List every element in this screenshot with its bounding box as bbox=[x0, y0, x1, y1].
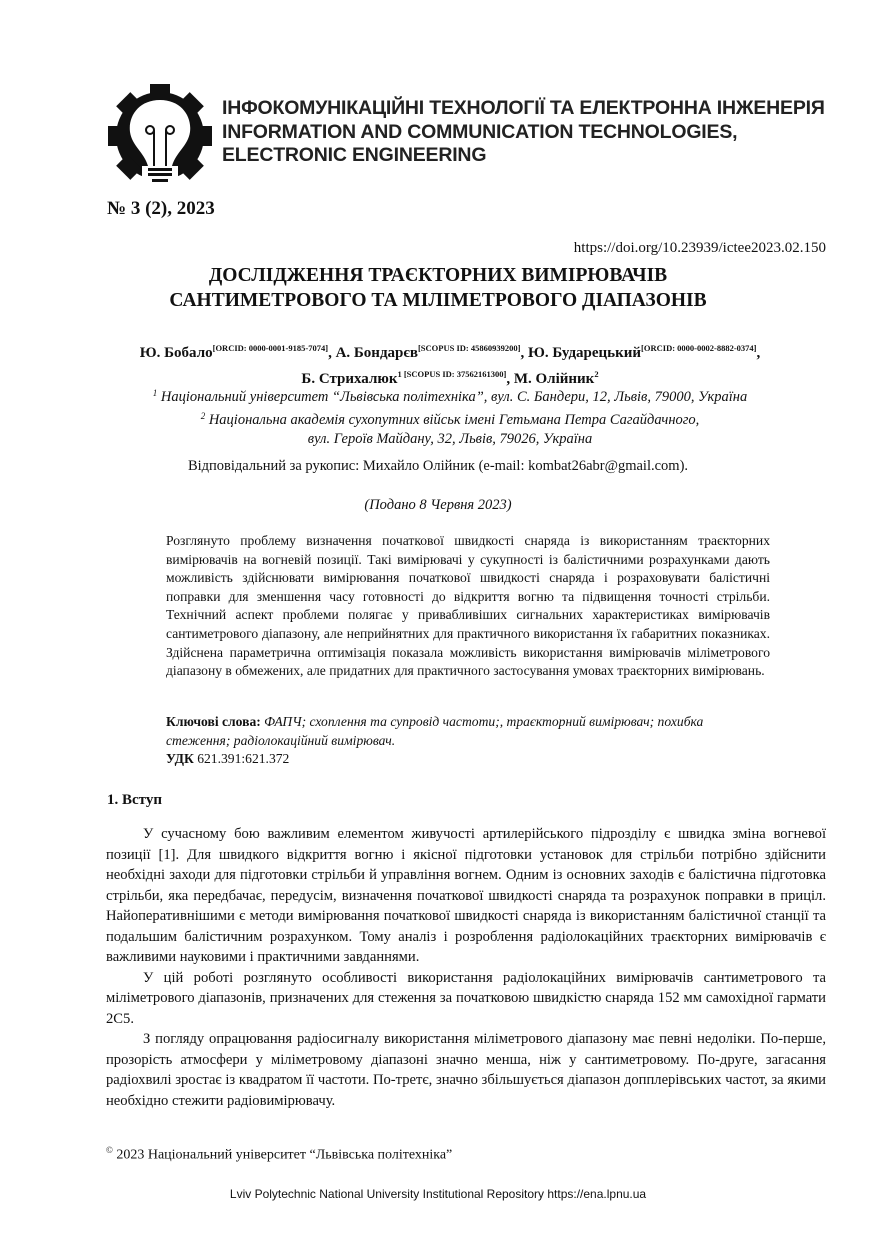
keywords-label: Ключові слова: bbox=[166, 714, 261, 729]
udc-label: УДК bbox=[166, 751, 194, 767]
affiliation: $^1$ Національний університет “Львівська політехніка”, вул. С. Бандери, 12, Львів, 79000, Україна bbox=[152, 388, 748, 405]
paragraph: З погляду опрацювання радіосигналу використання міліметрового діапазону має певні недоліки. По-перше, прозорість атмосфери у міліметровому діапазоні значно менша, ніж у сантиметровому. По-друге, загасання радіохвилі зростає із квадратом її частоти. По-третє, значно збільшується діапазон допплерівських частот, за якими необхідно стежити радіовимірювачу. bbox=[106, 1031, 826, 1109]
affiliation: вул. Героїв Майдану, 32, Львів, 79026, Україна bbox=[307, 431, 593, 447]
author: М. Олійник$^2$ bbox=[513, 369, 599, 387]
author-id: 1 [SCOPUS ID: 37562161300] bbox=[397, 369, 507, 379]
section-heading: 1. Вступ bbox=[107, 792, 162, 808]
corresponding-author: Відповідальний за рукопис: Михайло Олійник (e-mail: kombat26abr@gmail.com). bbox=[187, 458, 689, 474]
repository-footer: Lviv Polytechnic National University Institutional Repository https://ena.lpnu.ua bbox=[229, 1187, 647, 1201]
author: Ю. Бобало[ORCID: 0000-0001-9185-7074], bbox=[139, 343, 336, 361]
author-id: [ORCID: 0000-0002-8882-0374] bbox=[641, 343, 757, 353]
keywords: ФАПЧ; схоплення та супровід частоти;, траєкторний вимірювач; похибка стеження; радіолокаційний вимірювач. bbox=[166, 714, 704, 748]
paragraph: У цій роботі розглянуто особливості використання радіолокаційних вимірювачів сантиметрового та міліметрового діапазонів, призначених для стеження за початковою швидкістю снаряда 152 мм самохідної гармати 2С5. bbox=[106, 969, 826, 1027]
issue-number: № 3 (2), 2023 bbox=[107, 198, 215, 219]
author-id: [ORCID: 0000-0001-9185-7074] bbox=[212, 343, 329, 353]
author: А. Бондарєв[SCOPUS ID: 45860939200], bbox=[335, 343, 528, 361]
abstract: Розглянуто проблему визначення початкової швидкості снаряда із використанням траєкторних вимірювачів на вогневій позиції. Такі вимірювачі у сукупності із балістичними розрахунками дають можливість здійснювати вимірювання початкової швидкості снаряда і розраховувати балістичні поправки для зменшення часу готовності до відкриття вогню та підвищення точності стрільби. Технічний аспект проблеми полягає у привабливіших сигнальних характеристиках вимірювачів сантиметрового діапазону, але неприйнятних для практичного використання їх габаритних показниках. Здійснена параметрична оптимізація показала можливість використання вимірювачів міліметрового діапазону в обмежених, але придатних для практичного застосування умовах траєкторних вимірювань. bbox=[166, 533, 770, 679]
title-line: ДОСЛІДЖЕННЯ ТРАЄКТОРНИХ ВИМІРЮВАЧІВ bbox=[208, 265, 668, 286]
journal-title-en-2: ELECTRONIC ENGINEERING bbox=[222, 144, 487, 166]
paragraph: У сучасному бою важливим елементом живучості артилерійського підрозділу є швидка зміна вогневої позиції [1]. Для швидкого відкриття вогню і якісної підготовки установок для стрільби потрібно здійснити необхідні заходи для підготовки стрільби й управління вогнем. Одним із основних заходів є балістична підготовка стрільби, яка передбачає, передусім, визначення початкової швидкості снаряда та розрахунок поправки в приціл. Найоперативнішими є методи вимірювання початкової швидкості снаряда із використанням балістичної станції та подальшим балістичним розрахунком. Тому аналіз і розроблення радіолокаційних траєкторних вимірювачів є важливими науковими і практичними завданнями. bbox=[106, 826, 826, 965]
journal-logo-gear-bulb-icon bbox=[104, 82, 216, 190]
author: Б. Стрихалюк$^{1 [SCOPUS ID: 37562161300]}$, bbox=[301, 369, 514, 387]
journal-name bbox=[222, 97, 825, 168]
journal-title-en-1: INFORMATION AND COMMUNICATION TECHNOLOGIES, bbox=[222, 120, 738, 143]
affiliation: $^2$ Національна академія сухопутних військ імені Гетьмана Петра Сагайдачного, bbox=[200, 411, 700, 428]
journal-title-ua: ІНФОКОМУНІКАЦІЙНІ ТЕХНОЛОГІЇ ТА ЕЛЕКТРОННА ІНЖЕНЕРІЯ bbox=[222, 97, 825, 119]
author: Ю. Бударецький[ORCID: 0000-0002-8882-0374], bbox=[527, 343, 761, 361]
copyright: © 2023 Національний університет “Львівська політехніка” bbox=[106, 1145, 453, 1163]
affiliations bbox=[80, 384, 820, 449]
author-list bbox=[80, 338, 820, 390]
keywords-block bbox=[166, 713, 770, 769]
author-id: [SCOPUS ID: 45860939200] bbox=[417, 343, 521, 353]
doi-link[interactable]: https://doi.org/10.23939/ictee2023.02.150 bbox=[573, 240, 826, 256]
author-id: 2 bbox=[594, 369, 599, 379]
title-line: САНТИМЕТРОВОГО ТА МІЛІМЕТРОВОГО ДІАПАЗОНІВ bbox=[169, 290, 707, 311]
submitted-date: (Подано 8 Червня 2023) bbox=[364, 497, 512, 513]
paper-title bbox=[0, 263, 876, 313]
udc-code: 621.391:621.372 bbox=[193, 751, 290, 767]
body-text bbox=[106, 824, 826, 1111]
